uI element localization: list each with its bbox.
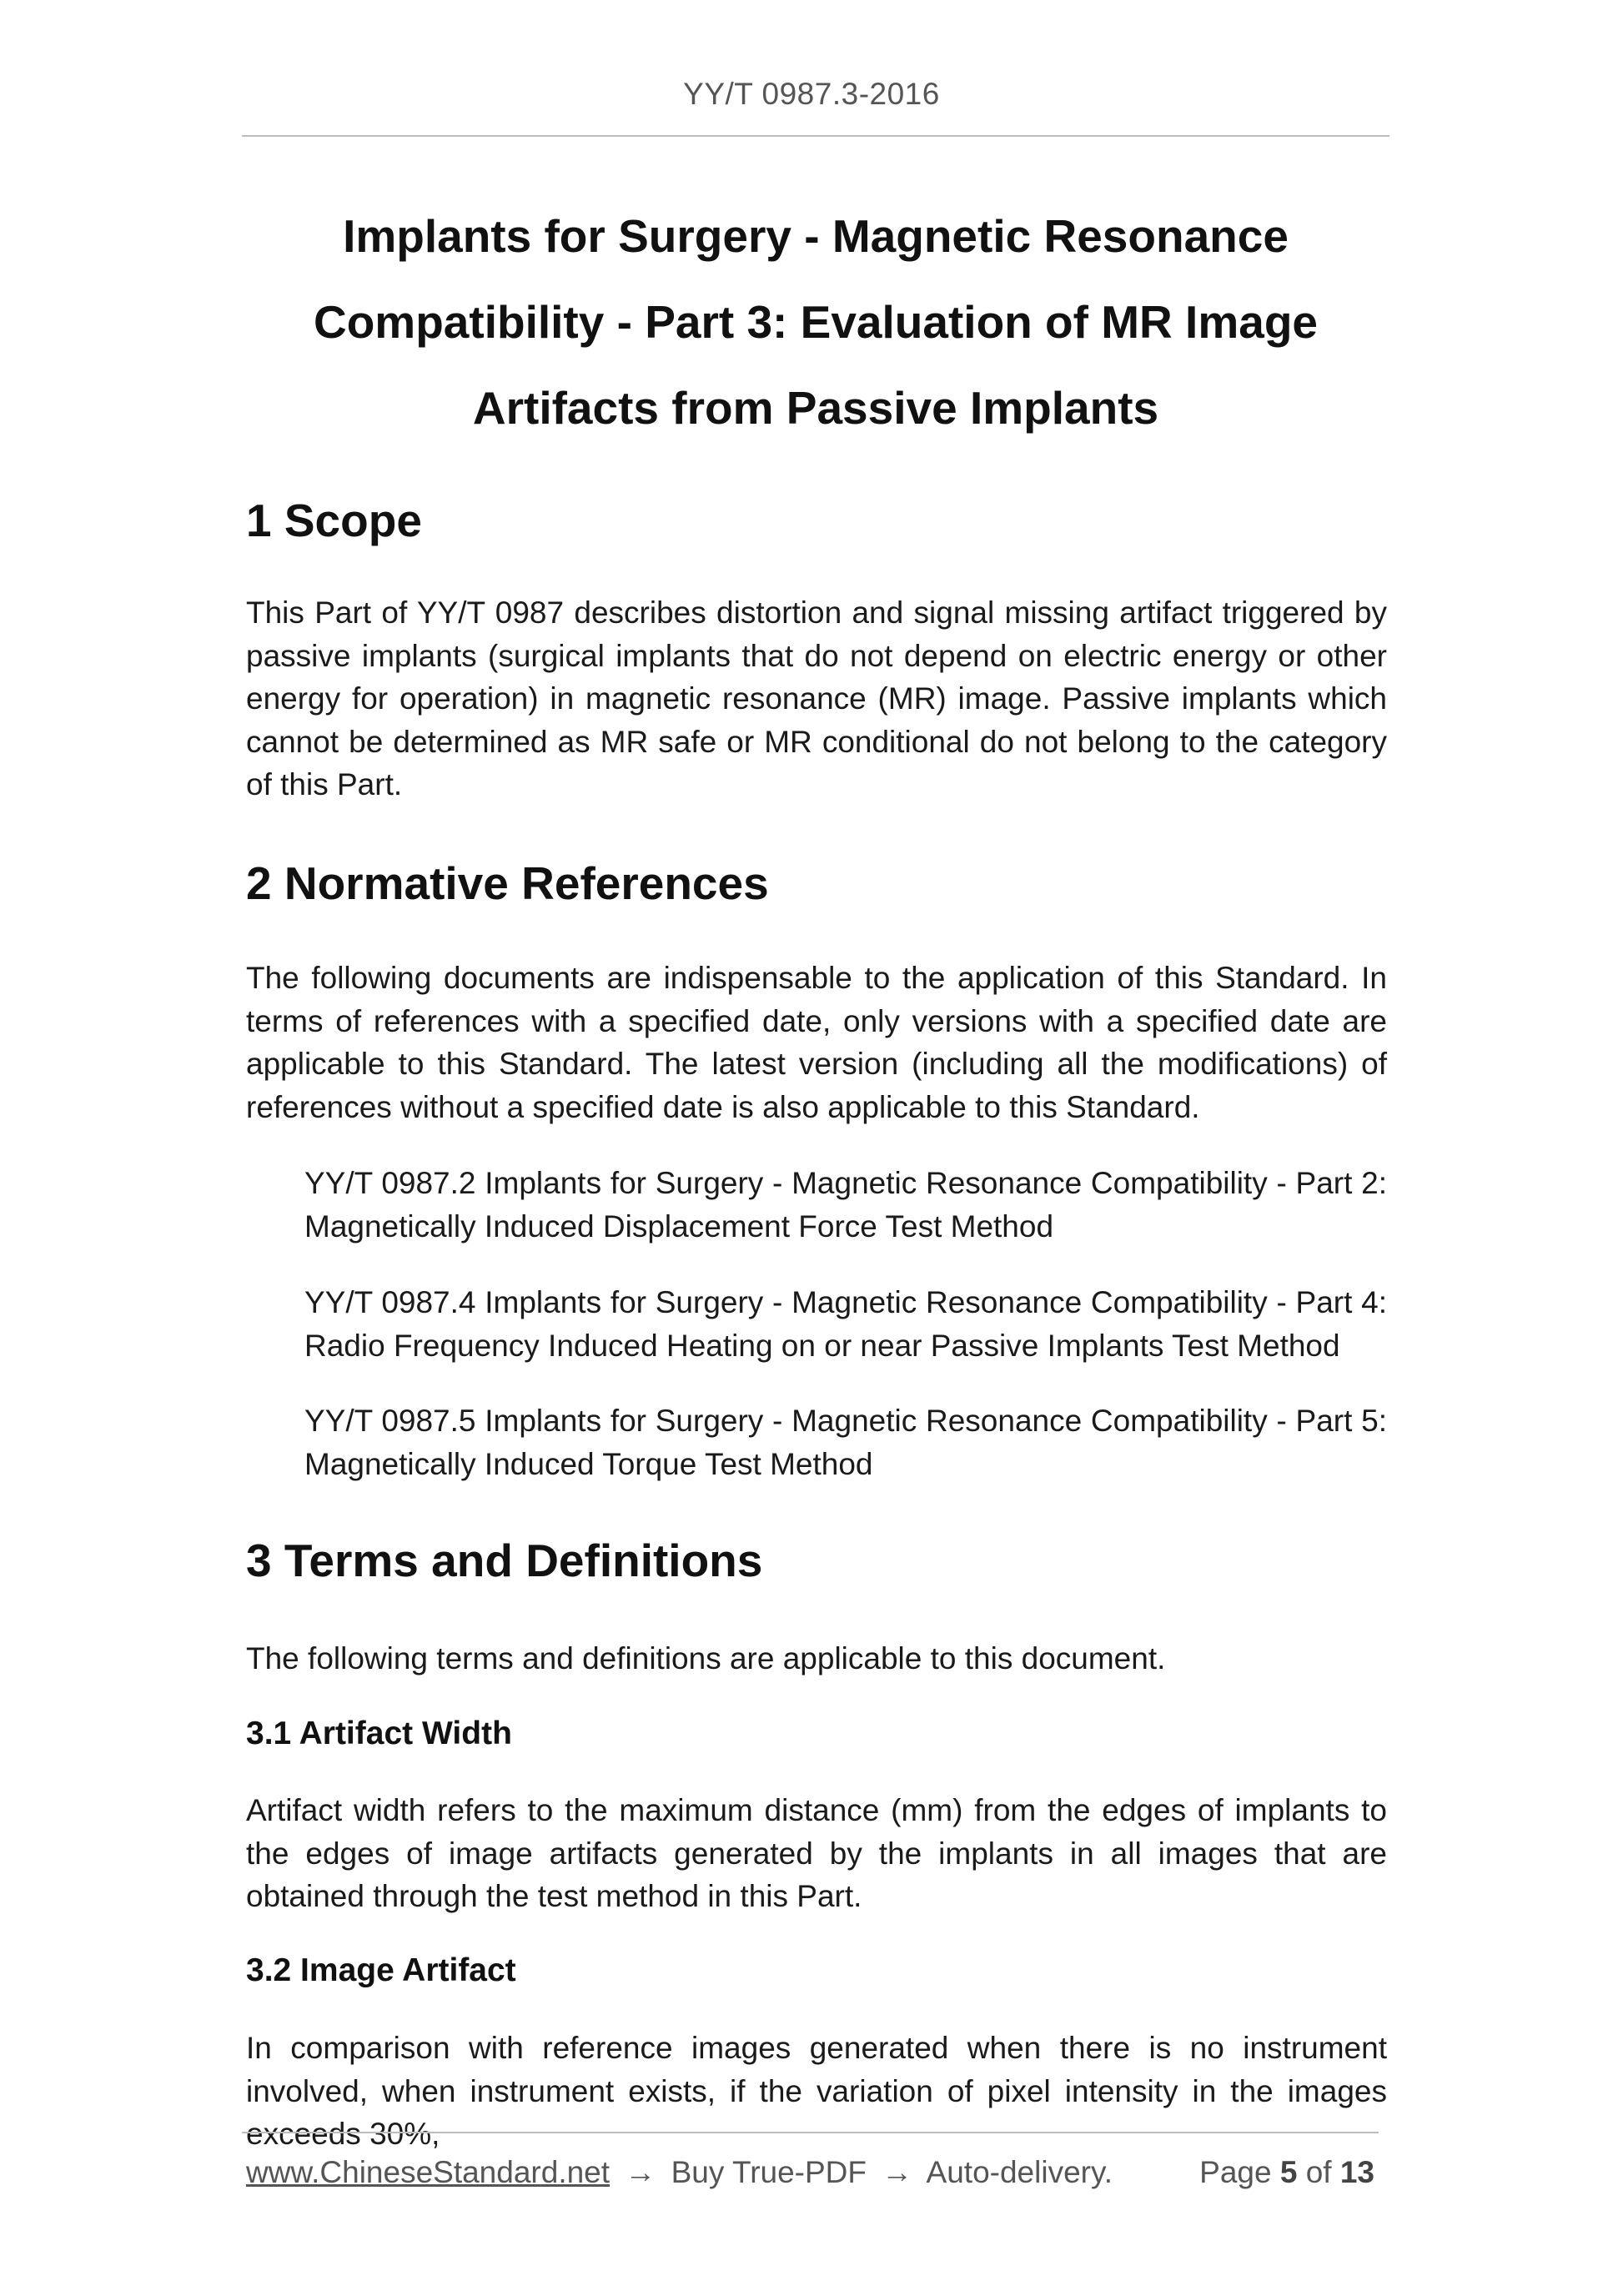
- terms-paragraph: The following terms and definitions are applicable to this document.: [246, 1641, 1166, 1676]
- document-title: [242, 193, 1389, 451]
- section-heading-scope: 1 Scope: [246, 495, 422, 546]
- reference-item: YY/T 0987.2 Implants for Surgery - Magnetic Resonance Compatibility - Part 2: Magnetically Induced Displacement Force Test Method: [304, 1166, 1387, 1243]
- page-number: 5: [1279, 2155, 1298, 2189]
- scope-paragraph: This Part of YY/T 0987 describes distortion and signal missing artifact triggered by passive implants (surgical implants that do not depend on electric energy or other energy for operation) in magnetic resonance (MR) image. Passive implants which cannot be determined as MR safe or MR conditional do not belong to the category of this Part.: [246, 595, 1387, 801]
- arrow-right-icon: →: [882, 2155, 913, 2189]
- header-divider: [242, 135, 1389, 137]
- total-pages: 13: [1339, 2155, 1374, 2189]
- subheading-artifact-width: 3.1 Artifact Width: [246, 1716, 512, 1751]
- section-heading-normative-references: 2 Normative References: [246, 857, 769, 909]
- reference-item: YY/T 0987.5 Implants for Surgery - Magnetic Resonance Compatibility - Part 5: Magnetically Induced Torque Test Method: [304, 1404, 1387, 1481]
- section-heading-terms: 3 Terms and Definitions: [246, 1535, 763, 1586]
- footer-promo: [246, 2155, 1113, 2190]
- of-label: of: [1305, 2155, 1332, 2189]
- page-label: Page: [1199, 2155, 1272, 2189]
- page-indicator: [1199, 2155, 1374, 2190]
- title-line-1: Implants for Surgery - Magnetic Resonance: [343, 210, 1289, 262]
- document-code-header: YY/T 0987.3-2016: [683, 77, 940, 111]
- title-line-2: Compatibility - Part 3: Evaluation of MR Image: [313, 296, 1319, 348]
- image-artifact-paragraph: In comparison with reference images generated when there is no instrument involved, when instrument exists, if the variation of pixel intensity in the images exceeds 30%,: [246, 2031, 1387, 2151]
- website-link[interactable]: www.ChineseStandard.net: [246, 2155, 611, 2189]
- footer-divider: [242, 2132, 1379, 2133]
- auto-delivery-text: Auto-delivery.: [926, 2155, 1113, 2189]
- buy-true-pdf-text: Buy True-PDF: [671, 2155, 867, 2189]
- arrow-right-icon: →: [625, 2155, 656, 2189]
- reference-item: YY/T 0987.4 Implants for Surgery - Magnetic Resonance Compatibility - Part 4: Radio Frequency Induced Heating on or near Passive Implants Test Method: [304, 1285, 1387, 1363]
- subheading-image-artifact: 3.2 Image Artifact: [246, 1952, 516, 1988]
- normative-references-paragraph: The following documents are indispensable to the application of this Standard. In terms of references with a specified date, only versions with a specified date are applicable to this Standard. The latest version (including all the modifications) of references without a specified date is also applicable to this Standard.: [246, 961, 1387, 1124]
- title-line-3: Artifacts from Passive Implants: [472, 382, 1159, 434]
- artifact-width-paragraph: Artifact width refers to the maximum distance (mm) from the edges of implants to the edges of image artifacts generated by the implants in all images that are obtained through the test method in this Part.: [246, 1793, 1387, 1913]
